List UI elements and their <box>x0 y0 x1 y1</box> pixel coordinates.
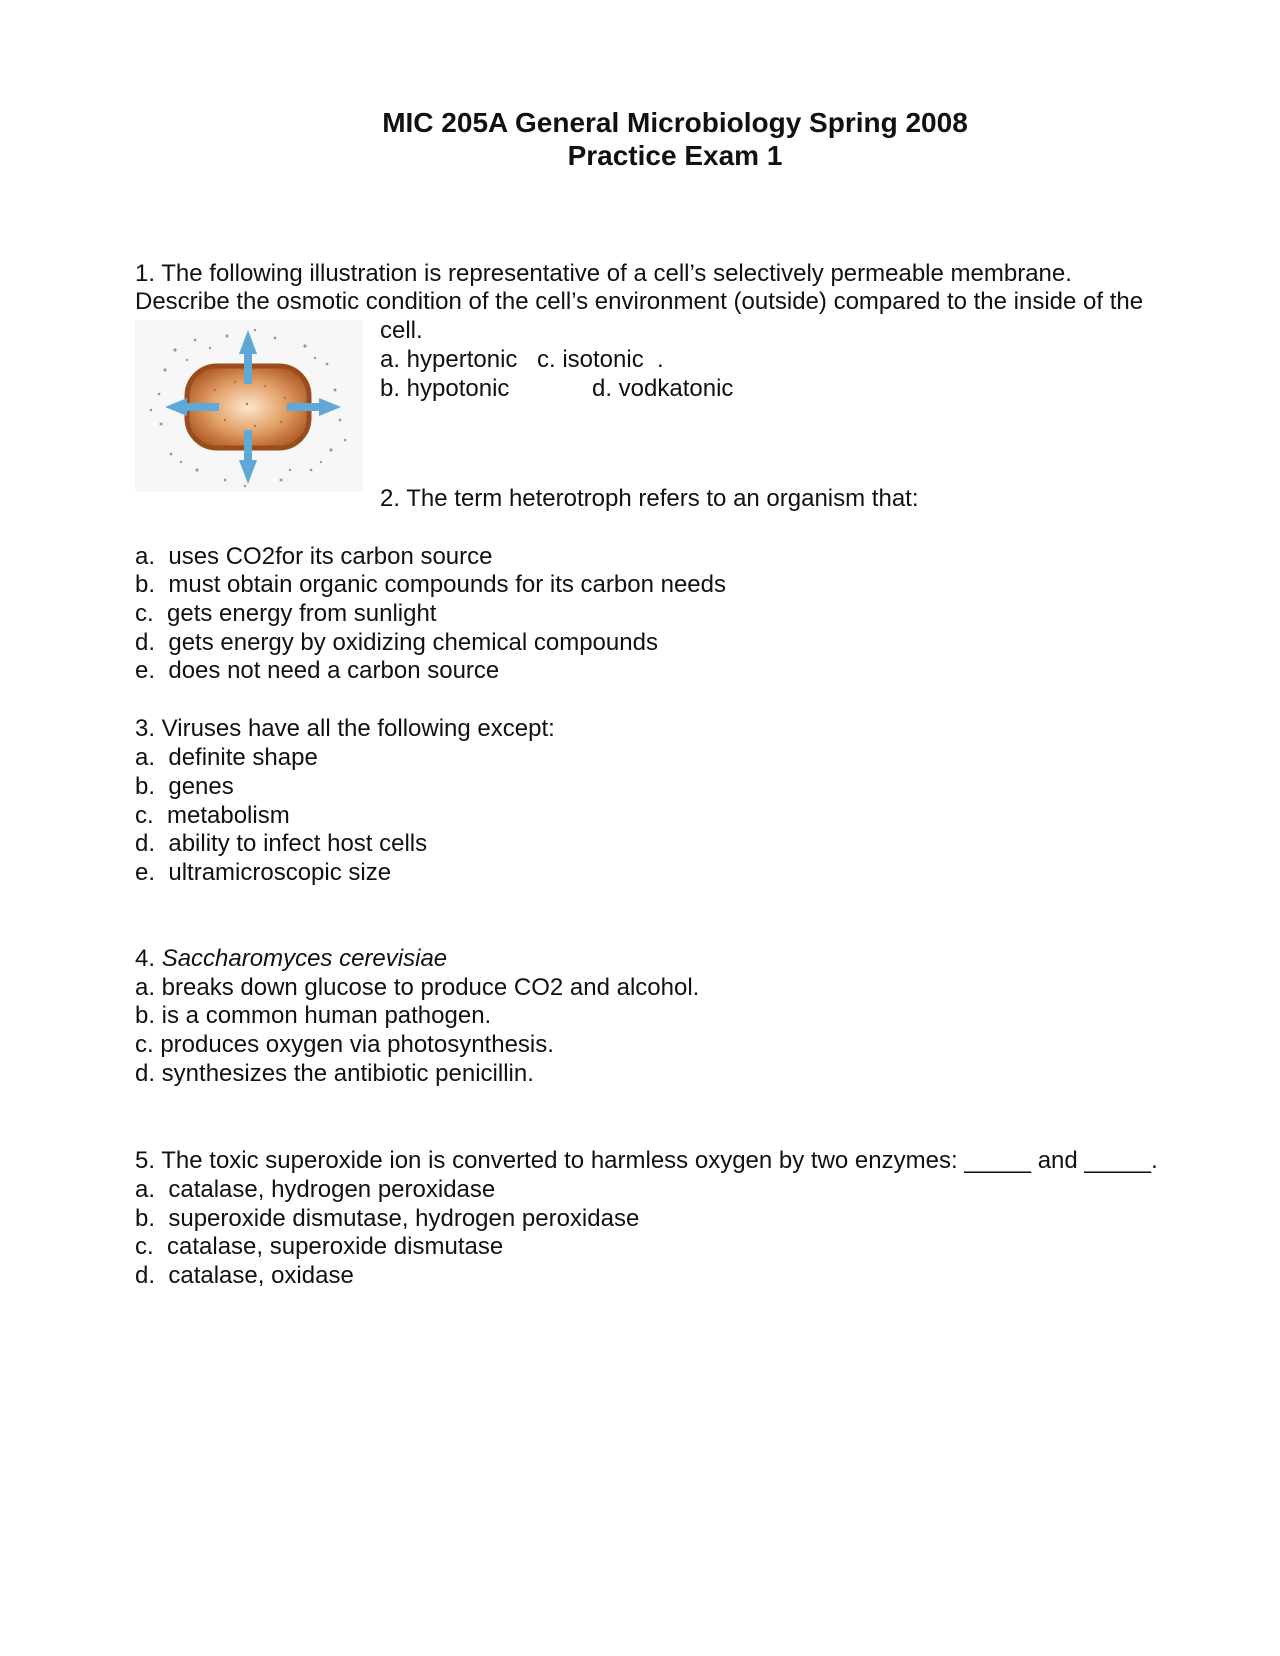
q4-option-b: b. is a common human pathogen. <box>135 1002 492 1029</box>
q3-option-d: d. ability to infect host cells <box>135 830 428 857</box>
q5-stem: 5. The toxic superoxide ion is converted to harmless oxygen by two enzymes: _____ and _____. <box>135 1147 1158 1174</box>
q5-option-b: b. superoxide dismutase, hydrogen peroxidase <box>135 1205 640 1232</box>
q3-option-c: c. metabolism <box>135 802 290 829</box>
q3-option-a: a. definite shape <box>135 744 318 771</box>
q2-option-c: c. gets energy from sunlight <box>135 600 437 627</box>
q2-option-a: a. uses CO2for its carbon source <box>135 543 493 570</box>
page-title: MIC 205A General Microbiology Spring 2008 <box>382 107 968 138</box>
cell-membrane-figure <box>135 320 363 492</box>
q3-option-b: b. genes <box>135 773 234 800</box>
q5-option-d: d. catalase, oxidase <box>135 1262 354 1289</box>
q5-option-c: c. catalase, superoxide dismutase <box>135 1233 504 1260</box>
q5-option-a: a. catalase, hydrogen peroxidase <box>135 1176 496 1203</box>
page-subtitle: Practice Exam 1 <box>567 140 783 171</box>
q1-stem-line2: Describe the osmotic condition of the cell’s environment (outside) compared to the inside of the <box>135 288 1144 315</box>
q1-stem-line3: cell. <box>380 317 423 344</box>
q1-option-d: d. vodkatonic <box>592 375 734 402</box>
q2-option-b: b. must obtain organic compounds for its carbon needs <box>135 571 726 598</box>
q4-stem <box>135 945 447 973</box>
q1-option-a: a. hypertonic <box>380 346 518 373</box>
q4-option-d: d. synthesizes the antibiotic penicillin. <box>135 1060 534 1087</box>
q3-stem: 3. Viruses have all the following except: <box>135 715 555 742</box>
q3-option-e: e. ultramicroscopic size <box>135 859 392 886</box>
q2-stem: 2. The term heterotroph refers to an organism that: <box>380 485 919 512</box>
q2-option-d: d. gets energy by oxidizing chemical compounds <box>135 629 658 656</box>
q2-option-e: e. does not need a carbon source <box>135 657 500 684</box>
q4-option-a: a. breaks down glucose to produce CO2 and alcohol. <box>135 974 700 1001</box>
q1-option-b: b. hypotonic <box>380 375 510 402</box>
q1-stem-line1: 1. The following illustration is representative of a cell’s selectively permeable membrane. <box>135 260 1072 287</box>
q4-organism-name: Saccharomyces cerevisiae <box>161 945 448 972</box>
q4-option-c: c. produces oxygen via photosynthesis. <box>135 1031 554 1058</box>
q4-number: 4. <box>135 945 162 972</box>
q1-option-c: c. isotonic . <box>537 346 664 373</box>
